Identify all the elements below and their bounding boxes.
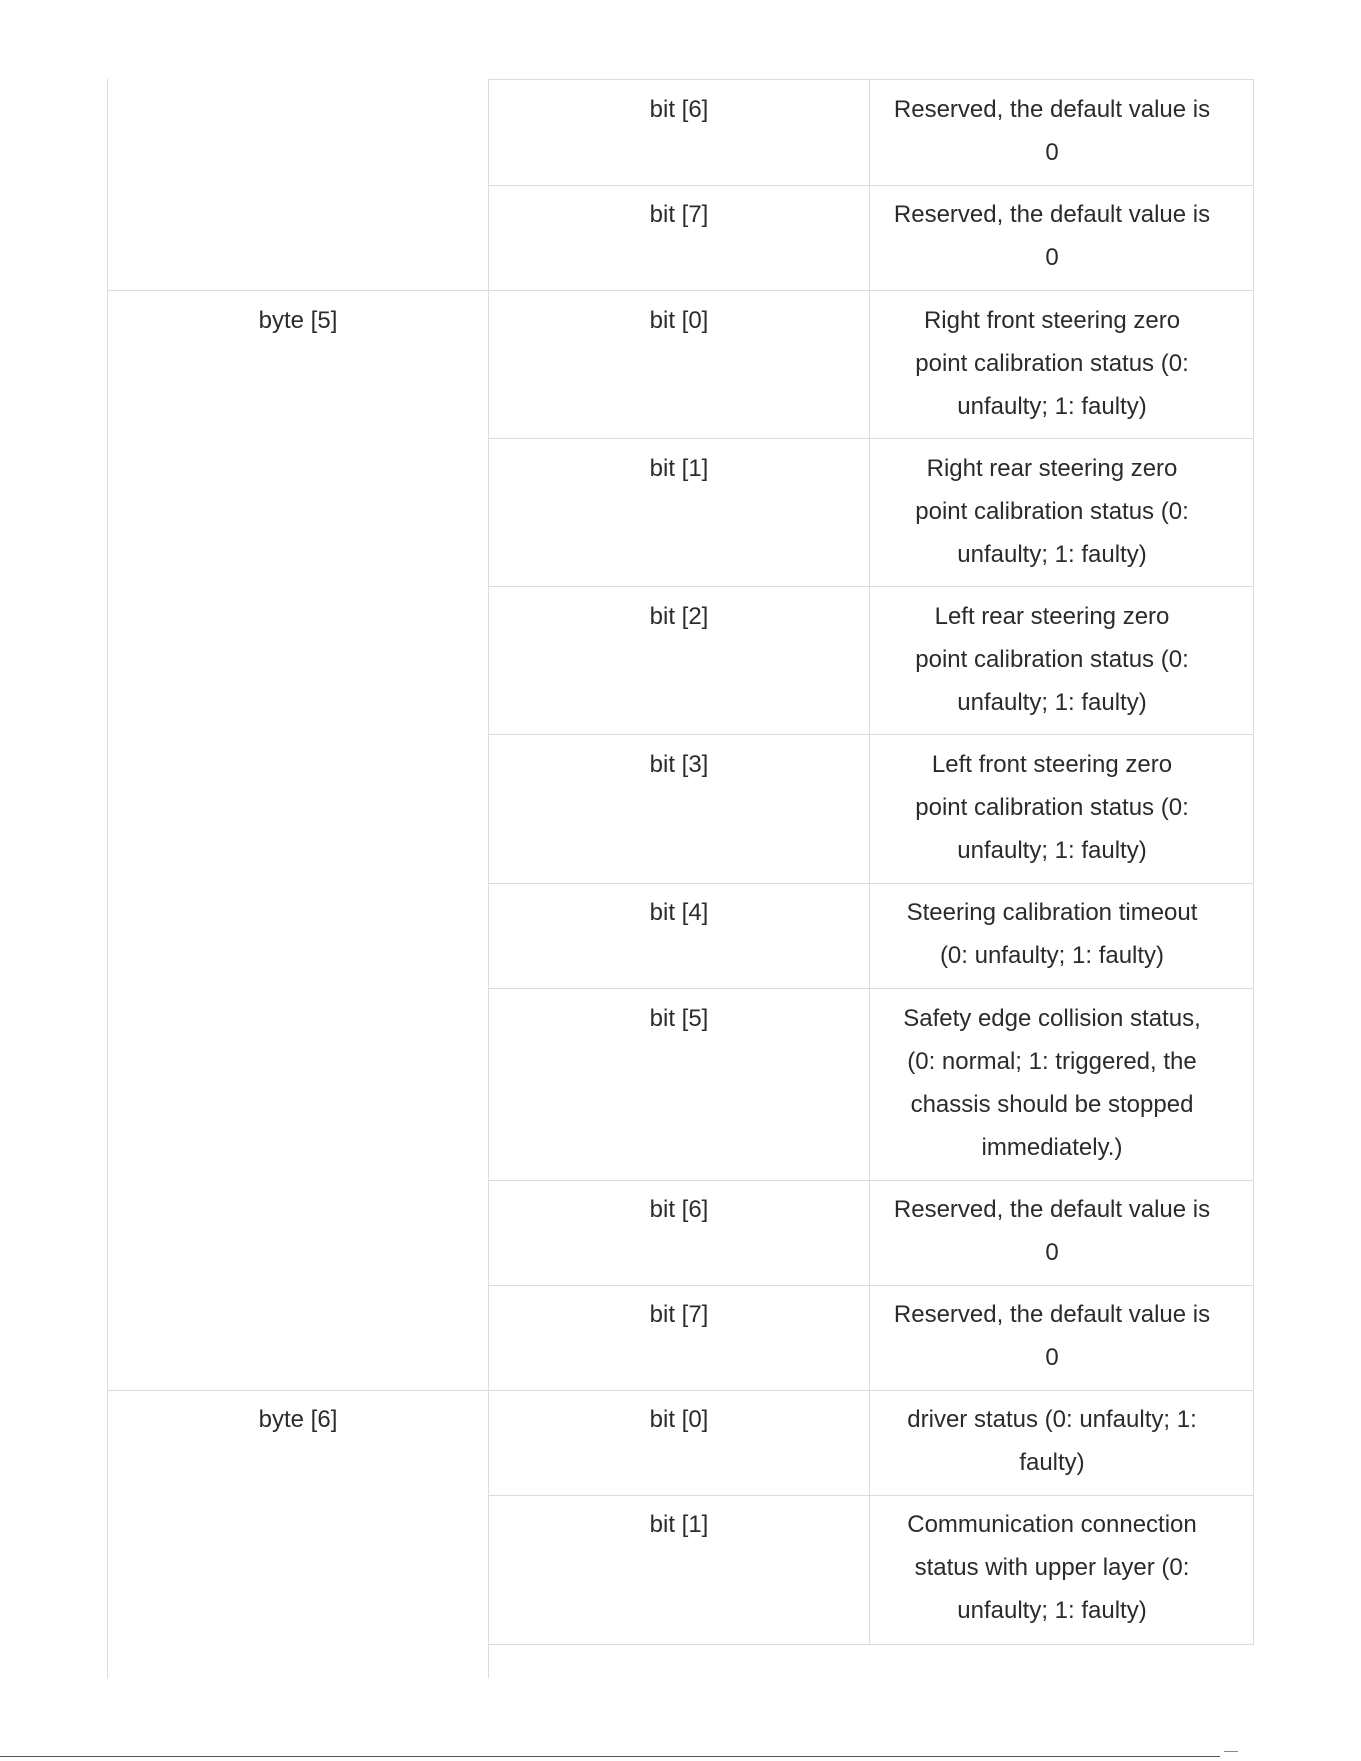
row-divider	[488, 438, 1253, 439]
row-divider	[107, 1390, 1253, 1391]
description-cell: Reserved, the default value is 0	[893, 1196, 1211, 1266]
bit-cell: bit [3]	[649, 751, 709, 778]
description-cell: Reserved, the default value is 0	[893, 96, 1211, 166]
description-cell: Reserved, the default value is 0	[893, 1301, 1211, 1371]
bit-cell: bit [5]	[649, 1005, 709, 1032]
page-bottom-rule	[0, 1756, 1220, 1757]
bit-cell: bit [7]	[649, 201, 709, 228]
bit-cell: bit [0]	[649, 307, 709, 334]
row-divider	[107, 290, 1253, 291]
description-cell: Safety edge collision status, (0: normal; 1: triggered, the chassis should be stopped immediately.)	[903, 1005, 1201, 1161]
bit-cell: bit [1]	[649, 455, 709, 482]
description-cell: Left rear steering zero point calibration status (0: unfaulty; 1: faulty)	[915, 603, 1189, 716]
row-divider	[488, 1495, 1253, 1496]
description-cell: Right front steering zero point calibration status (0: unfaulty; 1: faulty)	[915, 307, 1189, 420]
description-cell: Steering calibration timeout (0: unfaulty; 1: faulty)	[906, 899, 1198, 969]
row-divider	[488, 988, 1253, 989]
description-cell: driver status (0: unfaulty; 1: faulty)	[907, 1406, 1197, 1476]
description-cell: Communication connection status with upper layer (0: unfaulty; 1: faulty)	[907, 1511, 1197, 1624]
description-cell: Right rear steering zero point calibration status (0: unfaulty; 1: faulty)	[915, 455, 1189, 568]
bit-cell: bit [6]	[649, 1196, 709, 1223]
bit-cell: bit [0]	[649, 1406, 709, 1433]
description-cell: Left front steering zero point calibration status (0: unfaulty; 1: faulty)	[915, 751, 1189, 864]
row-divider	[488, 883, 1253, 884]
bit-cell: bit [2]	[649, 603, 709, 630]
row-divider	[488, 1285, 1253, 1286]
bit-cell: bit [1]	[649, 1511, 709, 1538]
row-divider	[488, 586, 1253, 587]
row-divider	[488, 1180, 1253, 1181]
table-border-right	[1253, 79, 1254, 1645]
byte-cell: byte [6]	[258, 1406, 338, 1433]
bit-cell: bit [6]	[649, 96, 709, 123]
row-divider	[488, 79, 1253, 80]
bit-cell: bit [4]	[649, 899, 709, 926]
description-cell: Reserved, the default value is 0	[893, 201, 1211, 271]
byte-cell: byte [5]	[258, 307, 338, 334]
bit-cell: bit [7]	[649, 1301, 709, 1328]
row-divider	[488, 1644, 1253, 1645]
table-border-bit-desc	[869, 79, 870, 1645]
row-divider	[488, 185, 1253, 186]
row-divider	[488, 734, 1253, 735]
page-corner-mark	[1224, 1751, 1238, 1752]
